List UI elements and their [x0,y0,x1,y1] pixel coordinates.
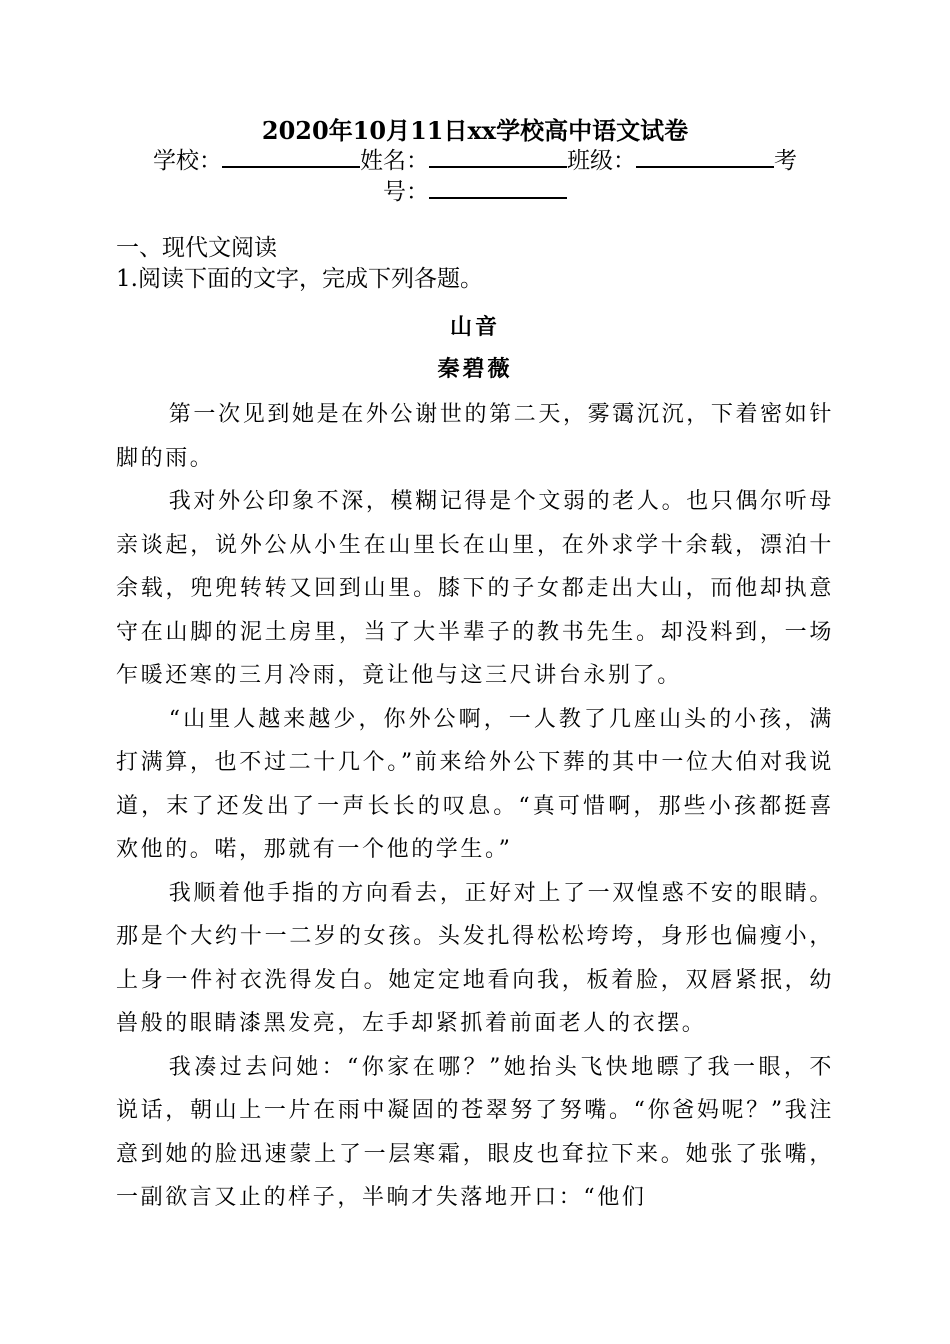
school-label: 学校： [153,148,222,174]
paragraph: 第一次见到她是在外公谢世的第二天，雾霭沉沉，下着密如针脚的雨。 [116,402,834,471]
school-blank[interactable] [222,144,360,168]
student-info-line [0,144,950,176]
article-author: 秦碧薇 [437,356,513,382]
class-blank[interactable] [636,144,774,168]
exam-no-label-end: 号： [383,179,429,205]
paragraph: “山里人越来越少，你外公啊，一人教了几座山头的小孩，满打满算，也不过二十几个。”前来给外公下葬的其中一位大伯对我说道，末了还发出了一声长长的叹息。“真可惜啊，那些小孩都挺喜欢他的。喏，那就有一个他的学生。” [116,706,834,862]
exam-no-label-start: 考 [774,148,797,174]
exam-title: 2020年10月11日xx学校高中语文试卷 [261,116,689,145]
article-title: 山音 [449,314,500,340]
paragraph: 我对外公印象不深，模糊记得是个文弱的老人。也只偶尔听母亲谈起，说外公从小生在山里长在山里，在外求学十余载，漂泊十余载，兜兜转转又回到山里。膝下的子女都走出大山，而他却执意守在山脚的泥土房里，当了大半辈子的教书先生。却没料到，一场乍暖还寒的三月冷雨，竟让他与这三尺讲台永别了。 [116,489,834,688]
name-blank[interactable] [429,144,567,168]
name-label: 姓名： [360,148,429,174]
exam-no-blank[interactable] [429,175,567,199]
paragraph: 我凑过去问她：“你家在哪？”她抬头飞快地瞟了我一眼，不说话，朝山上一片在雨中凝固的苍翠努了努嘴。“你爸妈呢？”我注意到她的脸迅速蒙上了一层寒霜，眼皮也耷拉下来。她张了张嘴，一副欲言又止的样子，半晌才失落地开口：“他们 [116,1054,834,1210]
question-prompt: 1.阅读下面的文字，完成下列各题。 [116,266,483,292]
student-info-line-2 [0,175,950,207]
class-label: 班级： [567,148,636,174]
section-heading: 一、现代文阅读 [116,235,277,261]
article-body [116,393,834,1220]
paragraph: 我顺着他手指的方向看去，正好对上了一双惶惑不安的眼睛。那是个大约十一二岁的女孩。头发扎得松松垮垮，身形也偏瘦小，上身一件衬衣洗得发白。她定定地看向我，板着脸，双唇紧抿，幼兽般的眼睛漆黑发亮，左手却紧抓着前面老人的衣摆。 [116,880,834,1036]
